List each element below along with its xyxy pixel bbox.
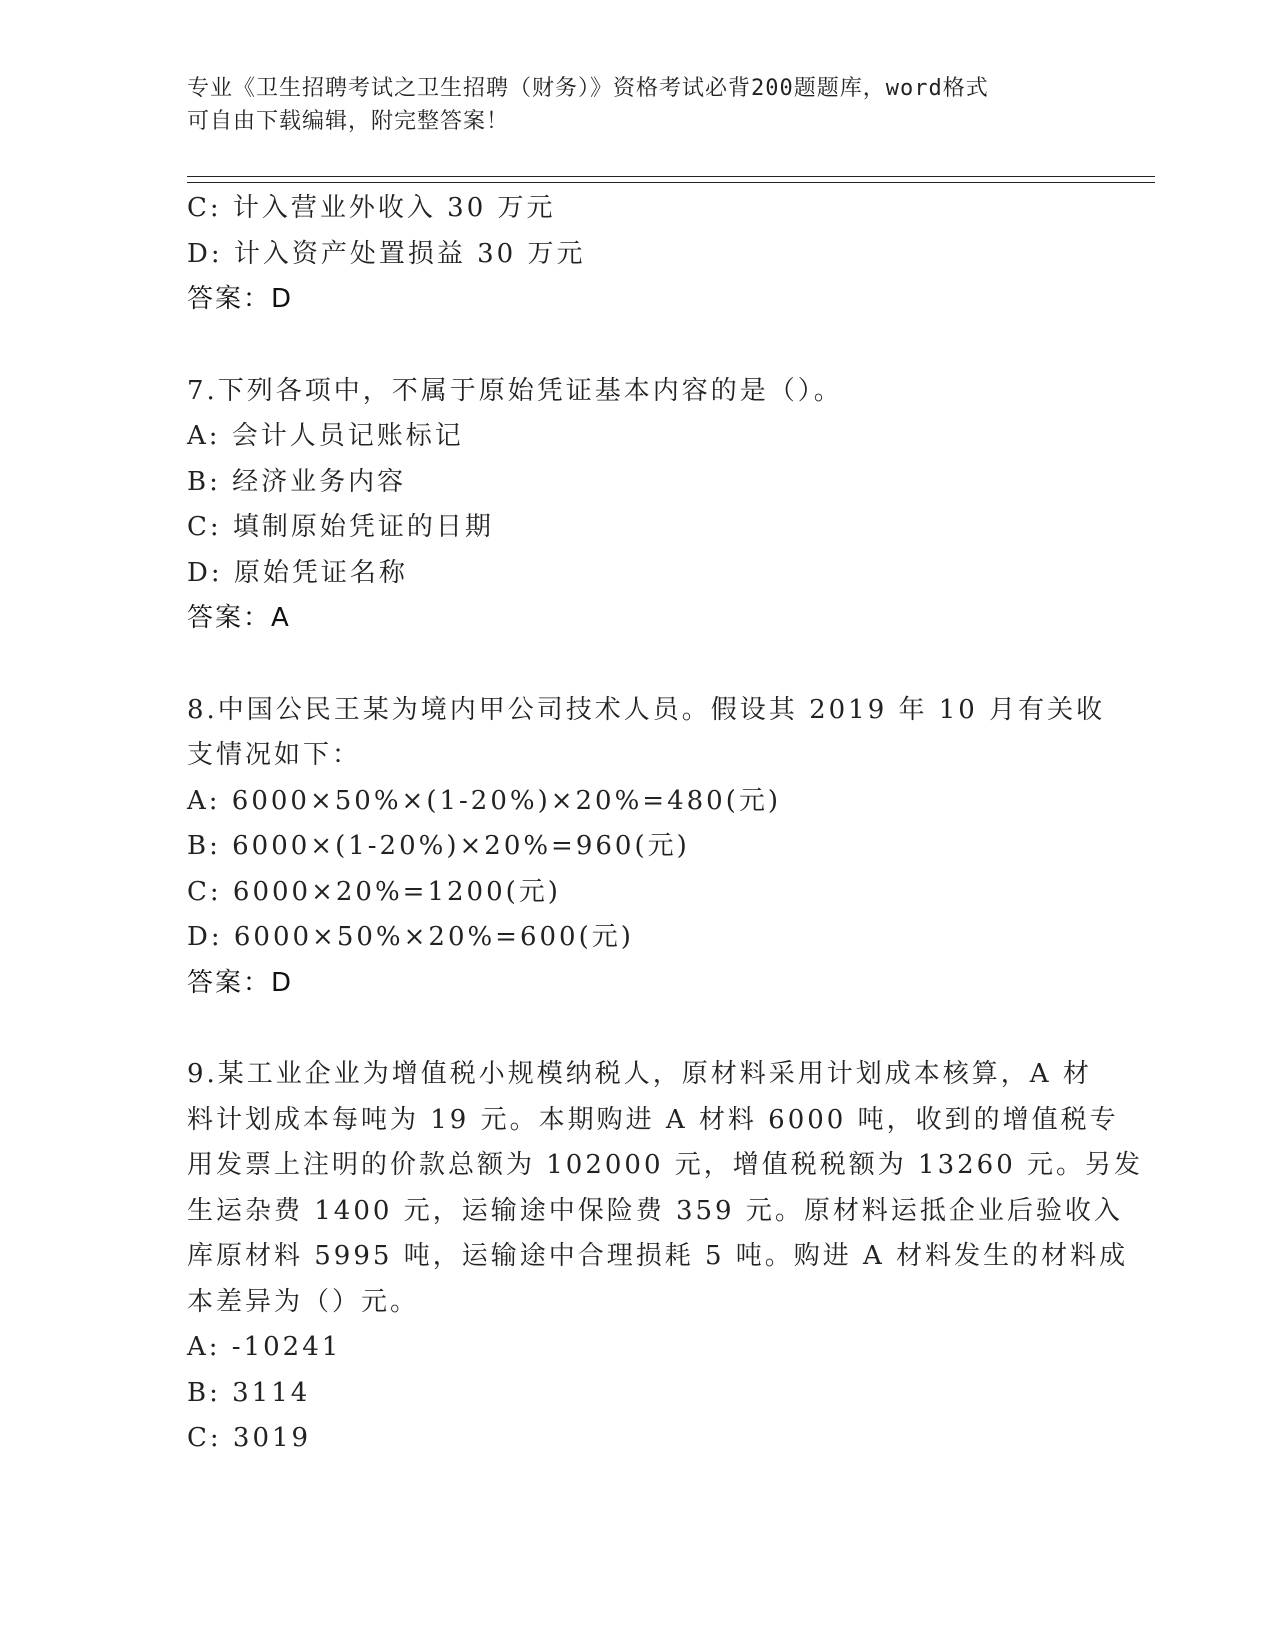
block-spacer [187, 1006, 1087, 1052]
question-text-line-2: 支情况如下： [187, 740, 362, 770]
answer-line: 答案：D [187, 967, 294, 998]
question-block-6 [187, 186, 1087, 323]
option-b: B: 经济业务内容 [187, 466, 407, 497]
block-spacer [187, 642, 1087, 688]
question-text-line-1: 8.中国公民王某为境内甲公司技术人员。假设其 2019 年 10 月有关收 [187, 694, 1106, 725]
option-c: C: 6000×20%=1200(元) [187, 876, 561, 907]
question-block-9 [187, 1052, 1144, 1462]
option-c: C: 计入营业外收入 30 万元 [187, 193, 556, 223]
question-text-line-3: 用发票上注明的价款总额为 102000 元，增值税税额为 13260 元。另发 [187, 1150, 1144, 1180]
option-b: B: 3114 [187, 1377, 311, 1408]
question-content [187, 186, 1144, 1462]
option-c: C: 3019 [187, 1423, 312, 1453]
question-text-line-5: 库原材料 5995 吨，运输途中合理损耗 5 吨。购进 A 材料发生的材料成 [187, 1241, 1129, 1271]
header-title-line-2: 可自由下载编辑，附完整答案！ [187, 109, 510, 134]
question-text-line-1: 9.某工业企业为增值税小规模纳税人，原材料采用计划成本核算，A 材 [187, 1059, 1092, 1089]
question-block-8 [187, 688, 1106, 1007]
option-a: A: 会计人员记账标记 [187, 421, 464, 451]
option-b: B: 6000×(1-20%)×20%=960(元) [187, 831, 690, 861]
answer-line: 答案：D [187, 284, 294, 314]
question-block-7 [187, 369, 1087, 642]
option-a: A: -10241 [187, 1332, 342, 1362]
option-d: D: 计入资产处置损益 30 万元 [187, 238, 586, 269]
option-c: C: 填制原始凭证的日期 [187, 512, 494, 542]
answer-line: 答案：A [187, 603, 291, 633]
option-a: A: 6000×50%×(1-20%)×20%=480(元) [187, 785, 782, 816]
question-text-line-2: 料计划成本每吨为 19 元。本期购进 A 材料 6000 吨，收到的增值税专 [187, 1104, 1119, 1135]
page-header [187, 72, 1087, 138]
question-text: 7.下列各项中，不属于原始凭证基本内容的是（）。 [187, 375, 843, 406]
block-spacer [187, 323, 1087, 369]
header-rule-bottom [187, 182, 1155, 183]
header-title-line-1: 专业《卫生招聘考试之卫生招聘（财务）》资格考试必背200题题库，word格式 [187, 76, 989, 101]
question-text-line-4: 生运杂费 1400 元，运输途中保险费 359 元。原材料运抵企业后验收入 [187, 1195, 1123, 1226]
option-d: D: 原始凭证名称 [187, 557, 408, 588]
option-d: D: 6000×50%×20%=600(元) [187, 922, 634, 952]
header-rule-top [187, 176, 1155, 177]
question-text-line-6: 本差异为（）元。 [187, 1286, 420, 1317]
